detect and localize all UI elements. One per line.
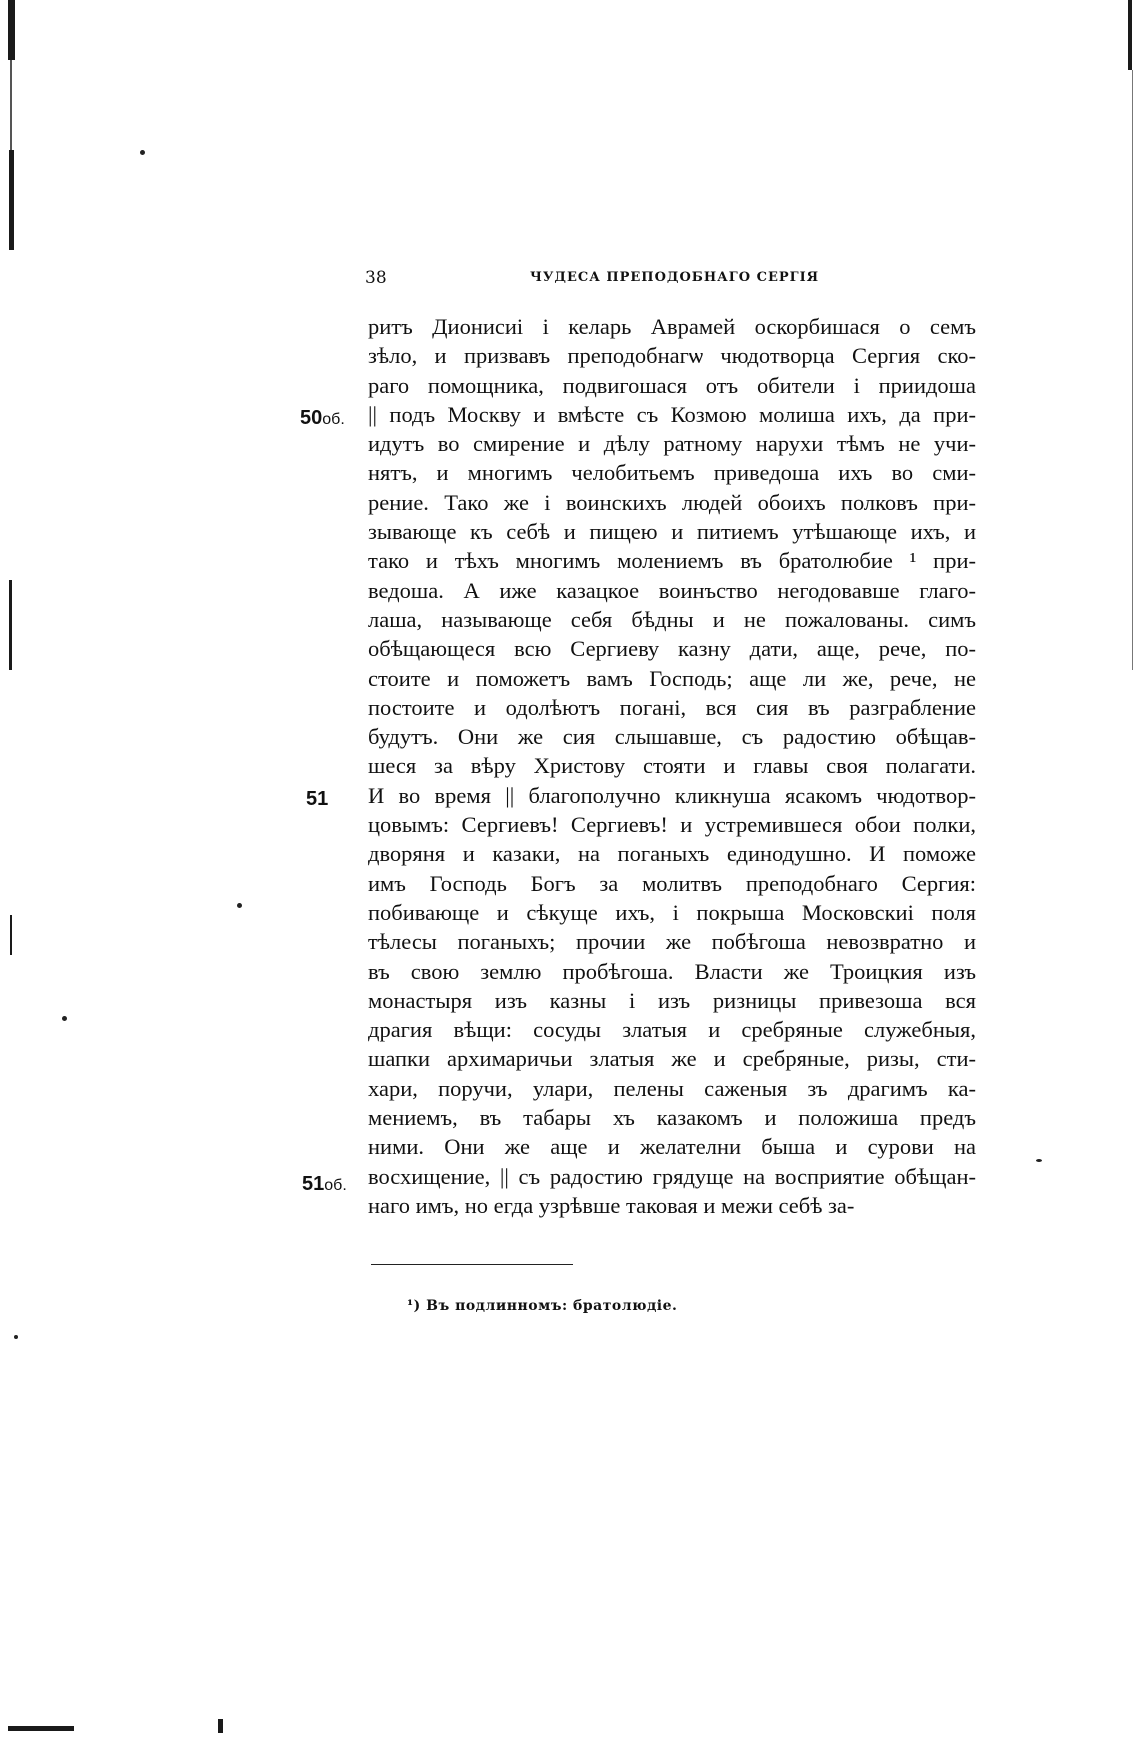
page-header — [365, 268, 975, 294]
text-line: тѣлесы поганыхъ; прочии же побѣгоша невозвратно и — [368, 929, 976, 955]
text-line: постоите и одолѣютъ погані, вся сия въ разграбление — [368, 694, 976, 720]
text-line: монастыря изъ казны і изъ ризницы привезоша вся — [368, 987, 976, 1013]
running-title: ЧУДЕСА ПРЕПОДОБНАГО СЕРГІЯ — [530, 270, 820, 285]
scan-edge-left-mid — [9, 150, 14, 250]
text-line: будутъ. Они же сия слышавше, съ радостию обѣщав- — [368, 724, 976, 750]
scan-speck — [14, 1335, 18, 1339]
text-line: рение. Тако же і воинскихъ людей обоихъ полковъ при- — [368, 489, 976, 515]
text-line: идутъ во смирение и дѣлу ратному нарухи тѣмъ не учи- — [368, 431, 976, 457]
page-number: 38 — [365, 268, 387, 288]
text-line: наго имъ, но егда узрѣвше таковая и межи себѣ за- — [368, 1192, 855, 1218]
text-line: шеся за вѣру Христову стояти и главы своя полагати. — [368, 753, 976, 779]
scan-speck — [140, 150, 145, 155]
text-line: нятъ, и многимъ челобитьемъ приведоша ихъ во сми- — [368, 460, 976, 486]
text-line: цовымъ: Сергиевъ! Сергиевъ! и устремившеся обои полки, — [368, 812, 976, 838]
text-line: лаша, называюще себя бѣдны и не пожалованы. симъ — [368, 606, 976, 632]
scan-edge-bottom-left — [8, 1726, 74, 1731]
text-line: шапки архимаричьи златыя же и сребряные, ризы, сти- — [368, 1046, 976, 1072]
text-line: мениемъ, въ табары хъ казакомъ и положиша предъ — [368, 1105, 976, 1131]
footnote: ¹) Въ подлинномъ: братолюдіе. — [407, 1298, 678, 1314]
scan-speck — [62, 1016, 67, 1021]
margin-folio-note — [302, 1173, 347, 1196]
scan-edge-right-top — [1128, 0, 1132, 70]
scan-edge-left-low — [10, 915, 12, 955]
text-line: ритъ Дионисиі і келарь Аврамей оскорбишася о семъ — [368, 314, 976, 339]
scan-speck — [1036, 1159, 1042, 1162]
footnote-separator — [371, 1264, 573, 1265]
text-line: хари, поручи, улари, пелены саженыя зъ драгимъ ка- — [368, 1075, 976, 1101]
scan-edge-bottom-mark — [218, 1719, 223, 1733]
text-line: зѣло, и призвавъ преподобнагѡ чюдотворца Сергия ско- — [368, 343, 976, 369]
folio-number: 51 — [306, 788, 329, 810]
text-line: ними. Они же аще и желателни быша и сурови на — [368, 1134, 976, 1160]
text-line: тако и тѣхъ многимъ молениемъ въ братолюбие ¹ при- — [368, 548, 976, 574]
text-line: раго помощника, подвигошася отъ обители і приидоша — [368, 372, 976, 398]
text-line: восхищение, || съ радостию грядуще на восприятие обѣщан- — [368, 1163, 976, 1189]
text-line: побивающе и сѣкуще ихъ, і покрыша Московскиі поля — [368, 899, 976, 925]
margin-folio-note — [306, 788, 328, 811]
scan-edge-left-upper — [10, 60, 12, 150]
text-line: || подъ Москву и вмѣсте съ Козмою молиша ихъ, да при- — [368, 401, 976, 427]
text-line: ведоша. А иже казацкое воинъство негодовавше глаго- — [368, 577, 976, 603]
text-line: И во время || благополучно кликнуша ясакомъ чюдотвор- — [368, 782, 976, 808]
text-line: дворяня и казаки, на поганыхъ единодушно. И поможе — [368, 841, 976, 867]
scan-edge-left-top — [8, 0, 15, 60]
folio-suffix: об. — [324, 1177, 347, 1194]
text-line: въ свою землю пробѣгоша. Власти же Троицкия изъ — [368, 958, 976, 984]
margin-folio-note — [300, 407, 345, 430]
folio-number: 51 — [302, 1173, 325, 1195]
text-line: имъ Господь Богъ за молитвъ преподобнаго Сергия: — [368, 870, 976, 896]
scan-edge-right-mid — [1132, 70, 1133, 670]
text-line: стоите и поможетъ вамъ Господь; аще ли же, рече, не — [368, 665, 976, 691]
folio-number: 50 — [300, 407, 323, 429]
scan-edge-left-lower — [9, 580, 12, 670]
text-line: зывающе къ себѣ и пищею и питиемъ утѣшающе ихъ, и — [368, 519, 976, 545]
text-line: драгия вѣщи: сосуды златыя и сребряные служебныя, — [368, 1017, 976, 1043]
text-line: обѣщающеся всю Сергиеву казну дати, аще, рече, по- — [368, 636, 976, 662]
main-text — [368, 312, 976, 1220]
scan-speck — [237, 903, 242, 908]
folio-suffix: об. — [322, 411, 345, 428]
